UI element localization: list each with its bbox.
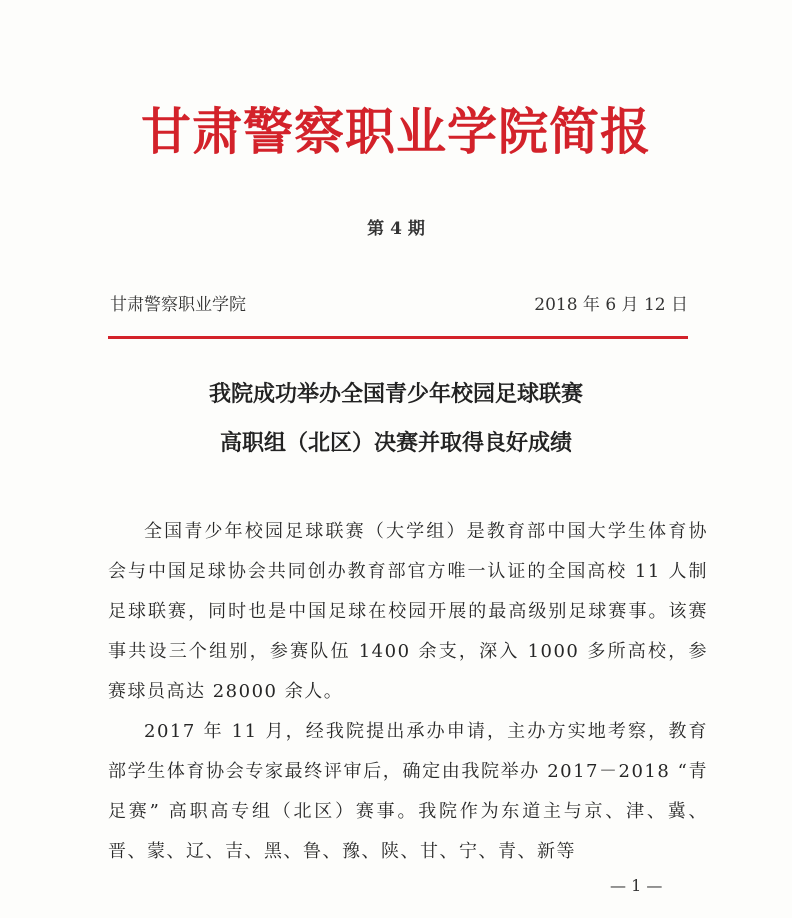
article-headline [0,370,792,468]
page-number: — 1 — [610,876,663,895]
meta-row [110,290,688,315]
red-divider [108,336,688,339]
headline-line-1: 我院成功举办全国青少年校园足球联赛 [208,381,583,407]
paragraph-1: 全国青少年校园足球联赛（大学组）是教育部中国大学生体育协会与中国足球协会共同创办教育部官方唯一认证的全国高校 11 人制足球联赛，同时也是中国足球在校园开展的最高级别足球赛事。该赛事共设三个组别，参赛队伍 1400 余支，深入 1000 多所高校，参赛球员高达 28000 余人。 [108,521,708,702]
issue-number: 第 4 期 [367,219,425,239]
headline-line-2: 高职组（北区）决赛并取得良好成绩 [219,430,572,456]
article-body [108,512,708,872]
masthead-title: 甘肃警察职业学院简报 [141,102,651,161]
issue-date: 2018 年 6 月 12 日 [534,295,688,315]
paragraph-2: 2017 年 11 月，经我院提出承办申请，主办方实地考察，教育部学生体育协会专家最终评审后，确定由我院举办 2017－2018 “青足赛” 高职高专组（北区）赛事。我院作为东道主与京、津、冀、晋、蒙、辽、吉、黑、鲁、豫、陕、甘、宁、青、新等 [108,721,708,862]
publisher: 甘肃警察职业学院 [110,295,246,315]
